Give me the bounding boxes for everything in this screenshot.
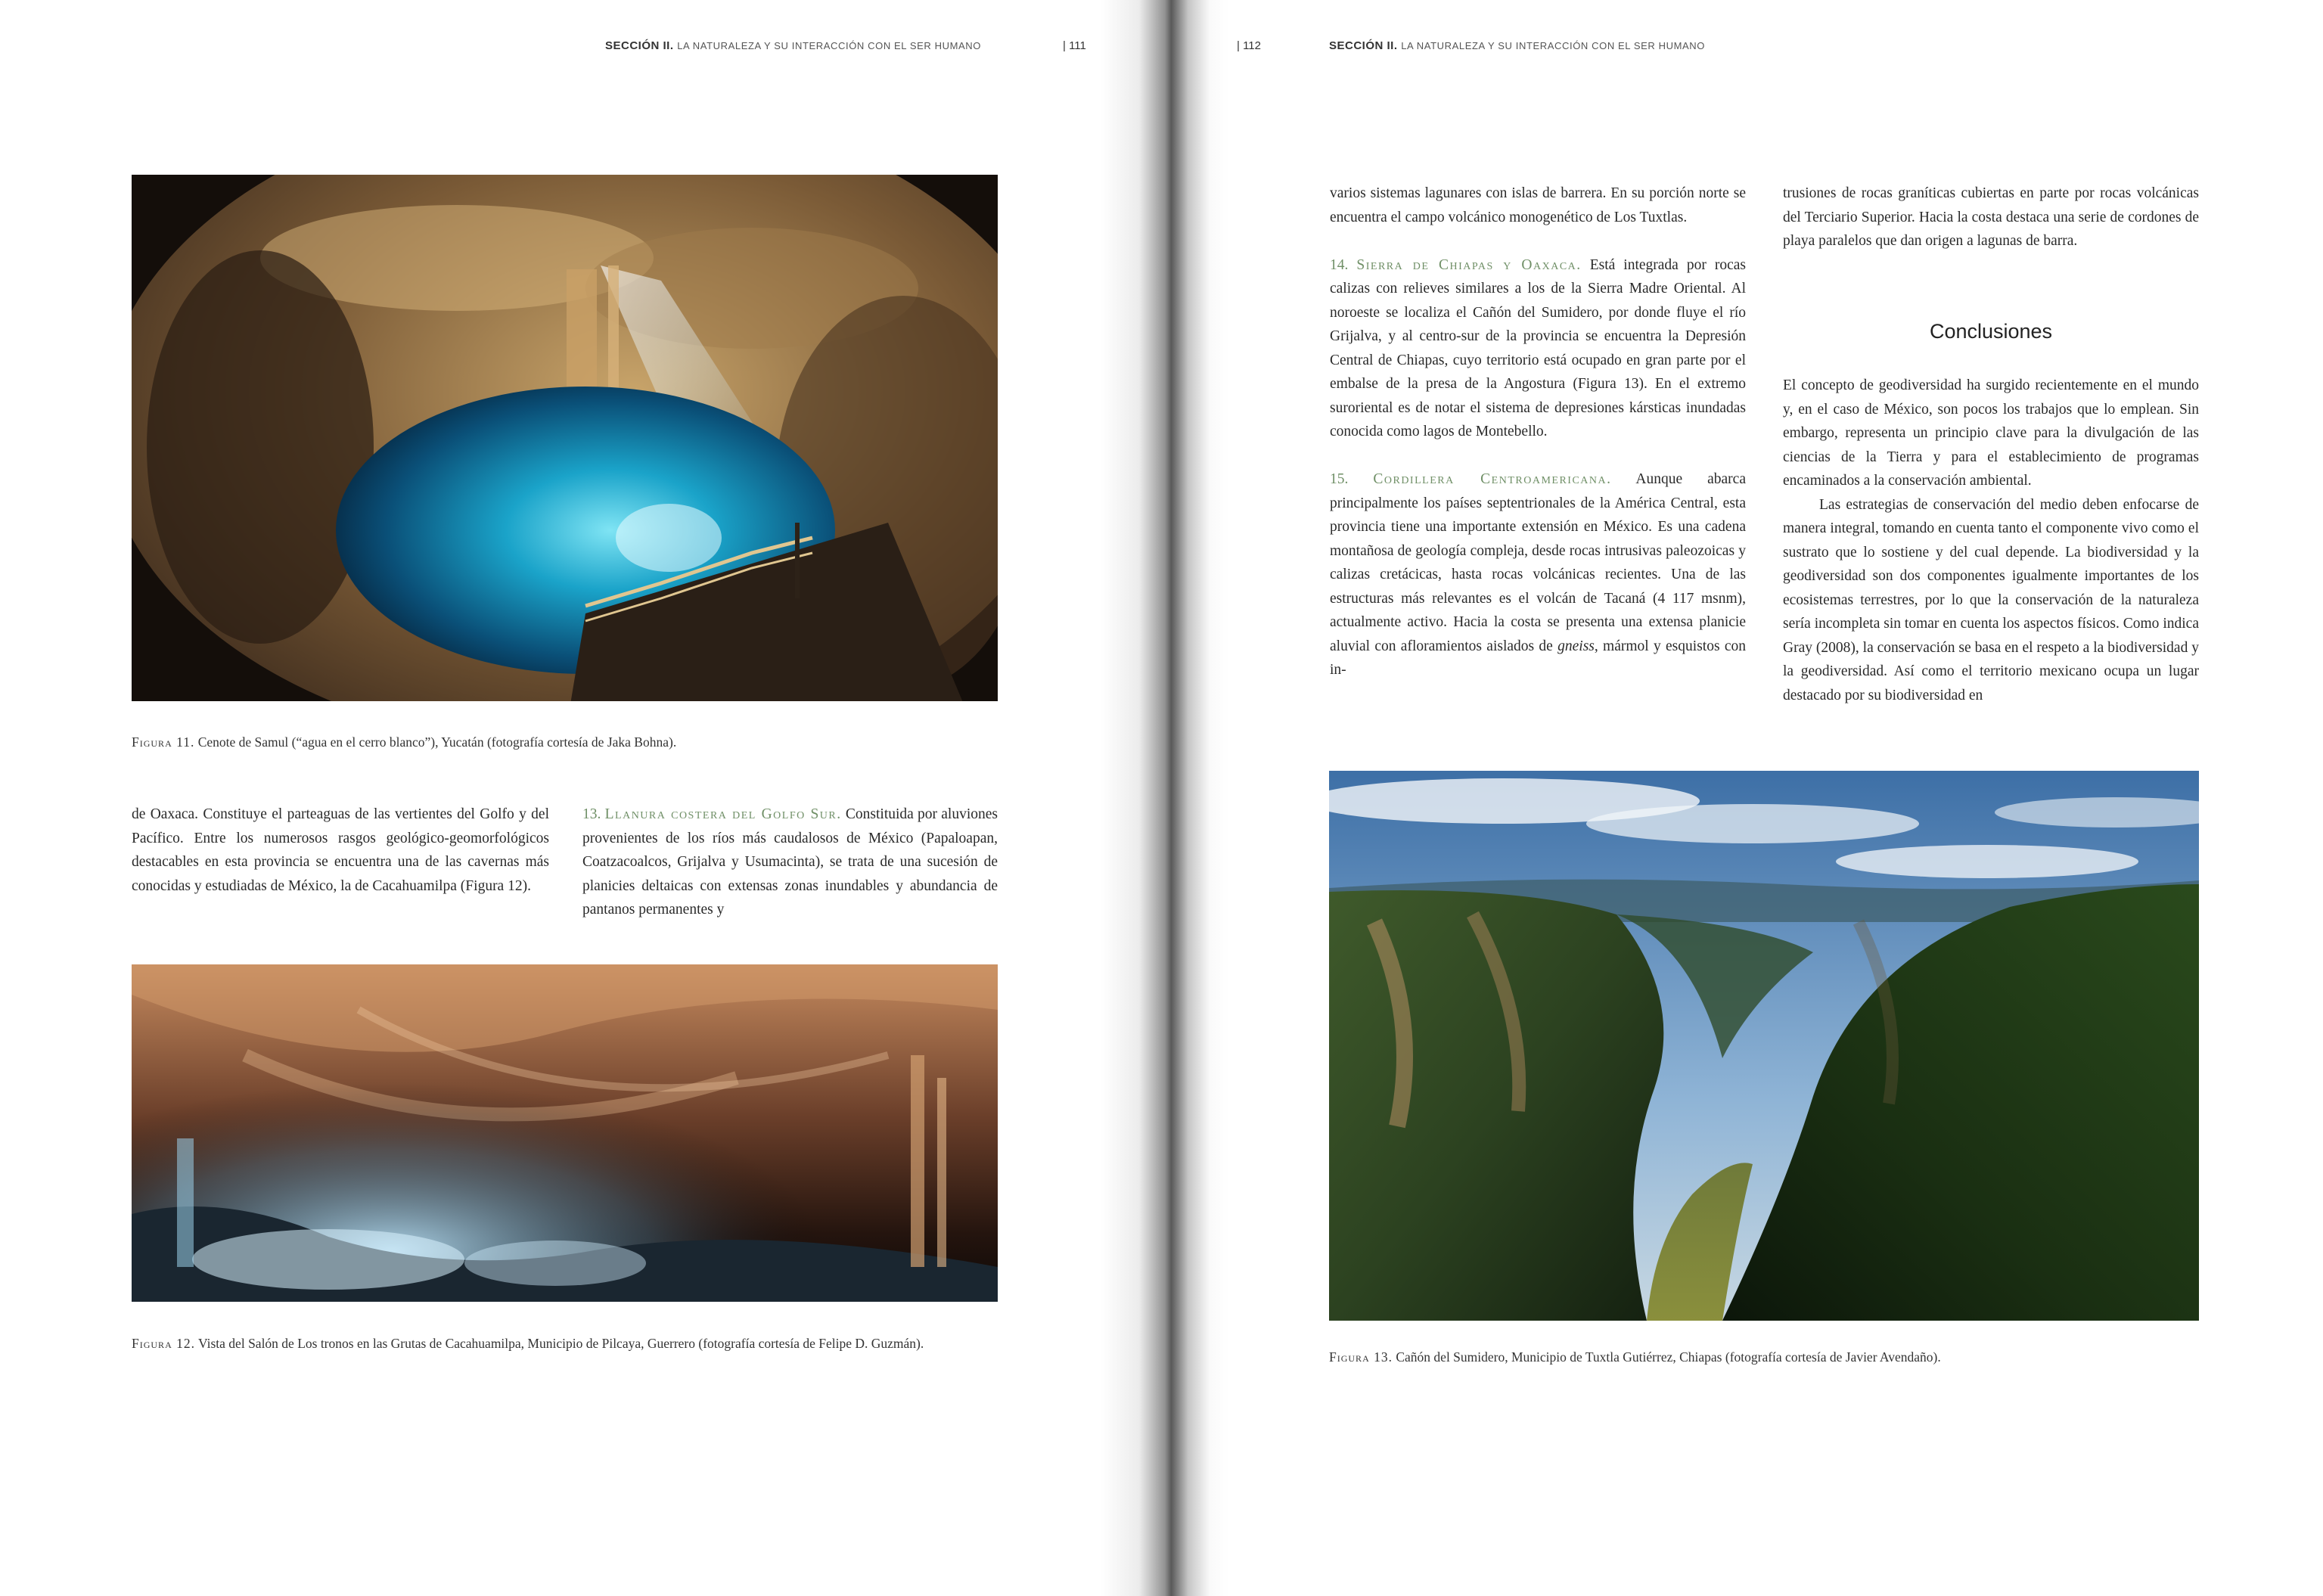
figure-11-caption-text: Cenote de Samul (“agua en el cerro blanco”), Yucatán (fotografía cortesía de Jaka Bohna). [197, 734, 677, 750]
body-paragraph: de Oaxaca. Constituye el parteaguas de las vertientes del Golfo y del Pacífico. Entre los numerosos rasgos geológico-geomorfológicos destacables en esta provincia se encuentra una de las cavernas más conocidas y estudiadas de México, la de Cacahuamilpa (Figura 12). [132, 806, 549, 894]
left-column-2 [582, 803, 998, 922]
province-14-text: Está integrada por rocas calizas con relieves similares a los de la Sierra Madre Oriental. Al noroeste se localiza el Cañón del Sumidero, por donde fluye el río Grijalva, y al centro-sur de la provincia se encuentra la Depresión Central de Chiapas, cuyo territorio está ocupado en gran parte por el embalse de la presa de la Angostura (Figura 13). En el extremo suroriental es de notar el sistema de depresiones kársticas inundadas conocida como lagos de Montebello. [1330, 256, 1747, 439]
cenote-photo-icon [132, 175, 998, 701]
conclusiones-text [1783, 374, 2199, 707]
figure-12-cave-photo [132, 964, 998, 1302]
right-page [1156, 0, 2323, 1596]
province-14-heading: Sierra de Chiapas y Oaxaca. [1356, 256, 1582, 273]
province-13-text: Constituida por aluviones provenientes de los ríos más caudalosos de México (Papaloapan, Coatzacoalcos, Grijalva y Usumacinta), se trata de una sucesión de planicies deltaicas con extensas zonas inundables y abundancia de pantanos permanentes y [582, 806, 998, 918]
province-15-text-b: , mármol y esquistos con in- [1330, 638, 1746, 678]
body-paragraph: El concepto de geodiversidad ha surgido recientemente en el mundo y, en el caso de México, son pocos los trabajos que lo emplean. Sin embargo, representa un principio clave para la divulgación de las ciencias de la Tierra y para el establecimiento de programas encaminados a la conservación ambiental. [1783, 377, 2199, 489]
figure-13-caption [1329, 1346, 2199, 1368]
left-page [0, 0, 1156, 1596]
canyon-photo-icon [1329, 771, 2199, 1321]
figure-11-label: Figura 11. [132, 734, 195, 750]
left-column-1 [132, 803, 549, 898]
section-label: SECCIÓN II. [1329, 39, 1398, 52]
running-head-right [1329, 39, 1705, 52]
conclusiones-heading: Conclusiones [1929, 320, 2053, 343]
section-title: LA NATURALEZA Y SU INTERACCIÓN CON EL SER HUMANO [1401, 40, 1705, 51]
section-label: SECCIÓN II. [605, 39, 674, 52]
figure-12-label: Figura 12. [132, 1336, 195, 1351]
body-paragraph: Las estrategias de conservación del medio deben enfocarse de manera integral, tomando en cuenta tanto el componente vivo como el sustrato que lo sostiene y del cual depende. La biodiversidad y la geodiversidad son dos componentes igualmente importantes de los ecosistemas terrestres, por lo que la conservación de la naturaleza sería incompleta sin tomar en cuenta los aspectos físicos. Como indica Gray (2008), la conservación se basa en el respeto a la biodiversidad y la geodiversidad. Así como el territorio mexicano ocupa un lugar destacado por su biodiversidad en [1783, 496, 2199, 703]
figure-13-canyon-photo [1329, 771, 2199, 1321]
running-head-left [605, 39, 981, 52]
province-15-italic: gneiss [1557, 638, 1595, 654]
right-column-1 [1330, 182, 1746, 682]
province-13-paragraph [582, 803, 998, 922]
province-15-heading: Cordillera Centroamericana. [1373, 471, 1612, 487]
province-14-number: 14. [1330, 256, 1349, 273]
page-number-right: | 112 [1237, 39, 1261, 52]
province-13-heading: Llanura costera del Golfo Sur. [604, 806, 842, 822]
cave-photo-icon [132, 964, 998, 1302]
page-number-left: | 111 [1063, 39, 1086, 52]
body-paragraph: trusiones de rocas graníticas cubiertas en parte por rocas volcánicas del Terciario Superior. Hacia la costa destaca una serie de cordones de playa paralelos que dan origen a lagunas de barra. [1783, 185, 2199, 249]
figure-12-caption [132, 1332, 998, 1355]
figure-12-caption-text: Vista del Salón de Los tronos en las Grutas de Cacahuamilpa, Municipio de Pilcaya, Guerrero (fotografía cortesía de Felipe D. Guzmán). [198, 1336, 924, 1351]
figure-13-label: Figura 13. [1329, 1349, 1393, 1365]
book-gutter-shadow [1101, 0, 1229, 1596]
province-15-number: 15. [1330, 471, 1349, 487]
right-column-2 [1783, 182, 2199, 253]
province-15-text-a: Aunque abarca principalmente los países septentrionales de la América Central, esta provincia tiene una importante extensión en México. Es una cadena montañosa de geología compleja, desde rocas intrusivas paleozoicas y calizas cretácicas, hasta rocas volcánicas recientes. Una de las estructuras más relevantes es el volcán de Tacaná (4 117 msnm), actualmente activo. Hacia la costa se presenta una extensa planicie aluvial con afloramientos aislados de [1330, 471, 1746, 654]
province-15-paragraph [1330, 467, 1746, 682]
figure-11-caption [132, 731, 998, 753]
body-paragraph: varios sistemas lagunares con islas de barrera. En su porción norte se encuentra el campo volcánico monogenético de Los Tuxtlas. [1330, 185, 1746, 225]
province-14-paragraph [1330, 253, 1746, 444]
province-13-number: 13. [582, 806, 601, 822]
figure-11-cenote-photo [132, 175, 998, 701]
section-title: LA NATURALEZA Y SU INTERACCIÓN CON EL SER HUMANO [677, 40, 981, 51]
figure-13-caption-text: Cañón del Sumidero, Municipio de Tuxtla Gutiérrez, Chiapas (fotografía cortesía de Javier Avendaño). [1396, 1349, 1941, 1365]
